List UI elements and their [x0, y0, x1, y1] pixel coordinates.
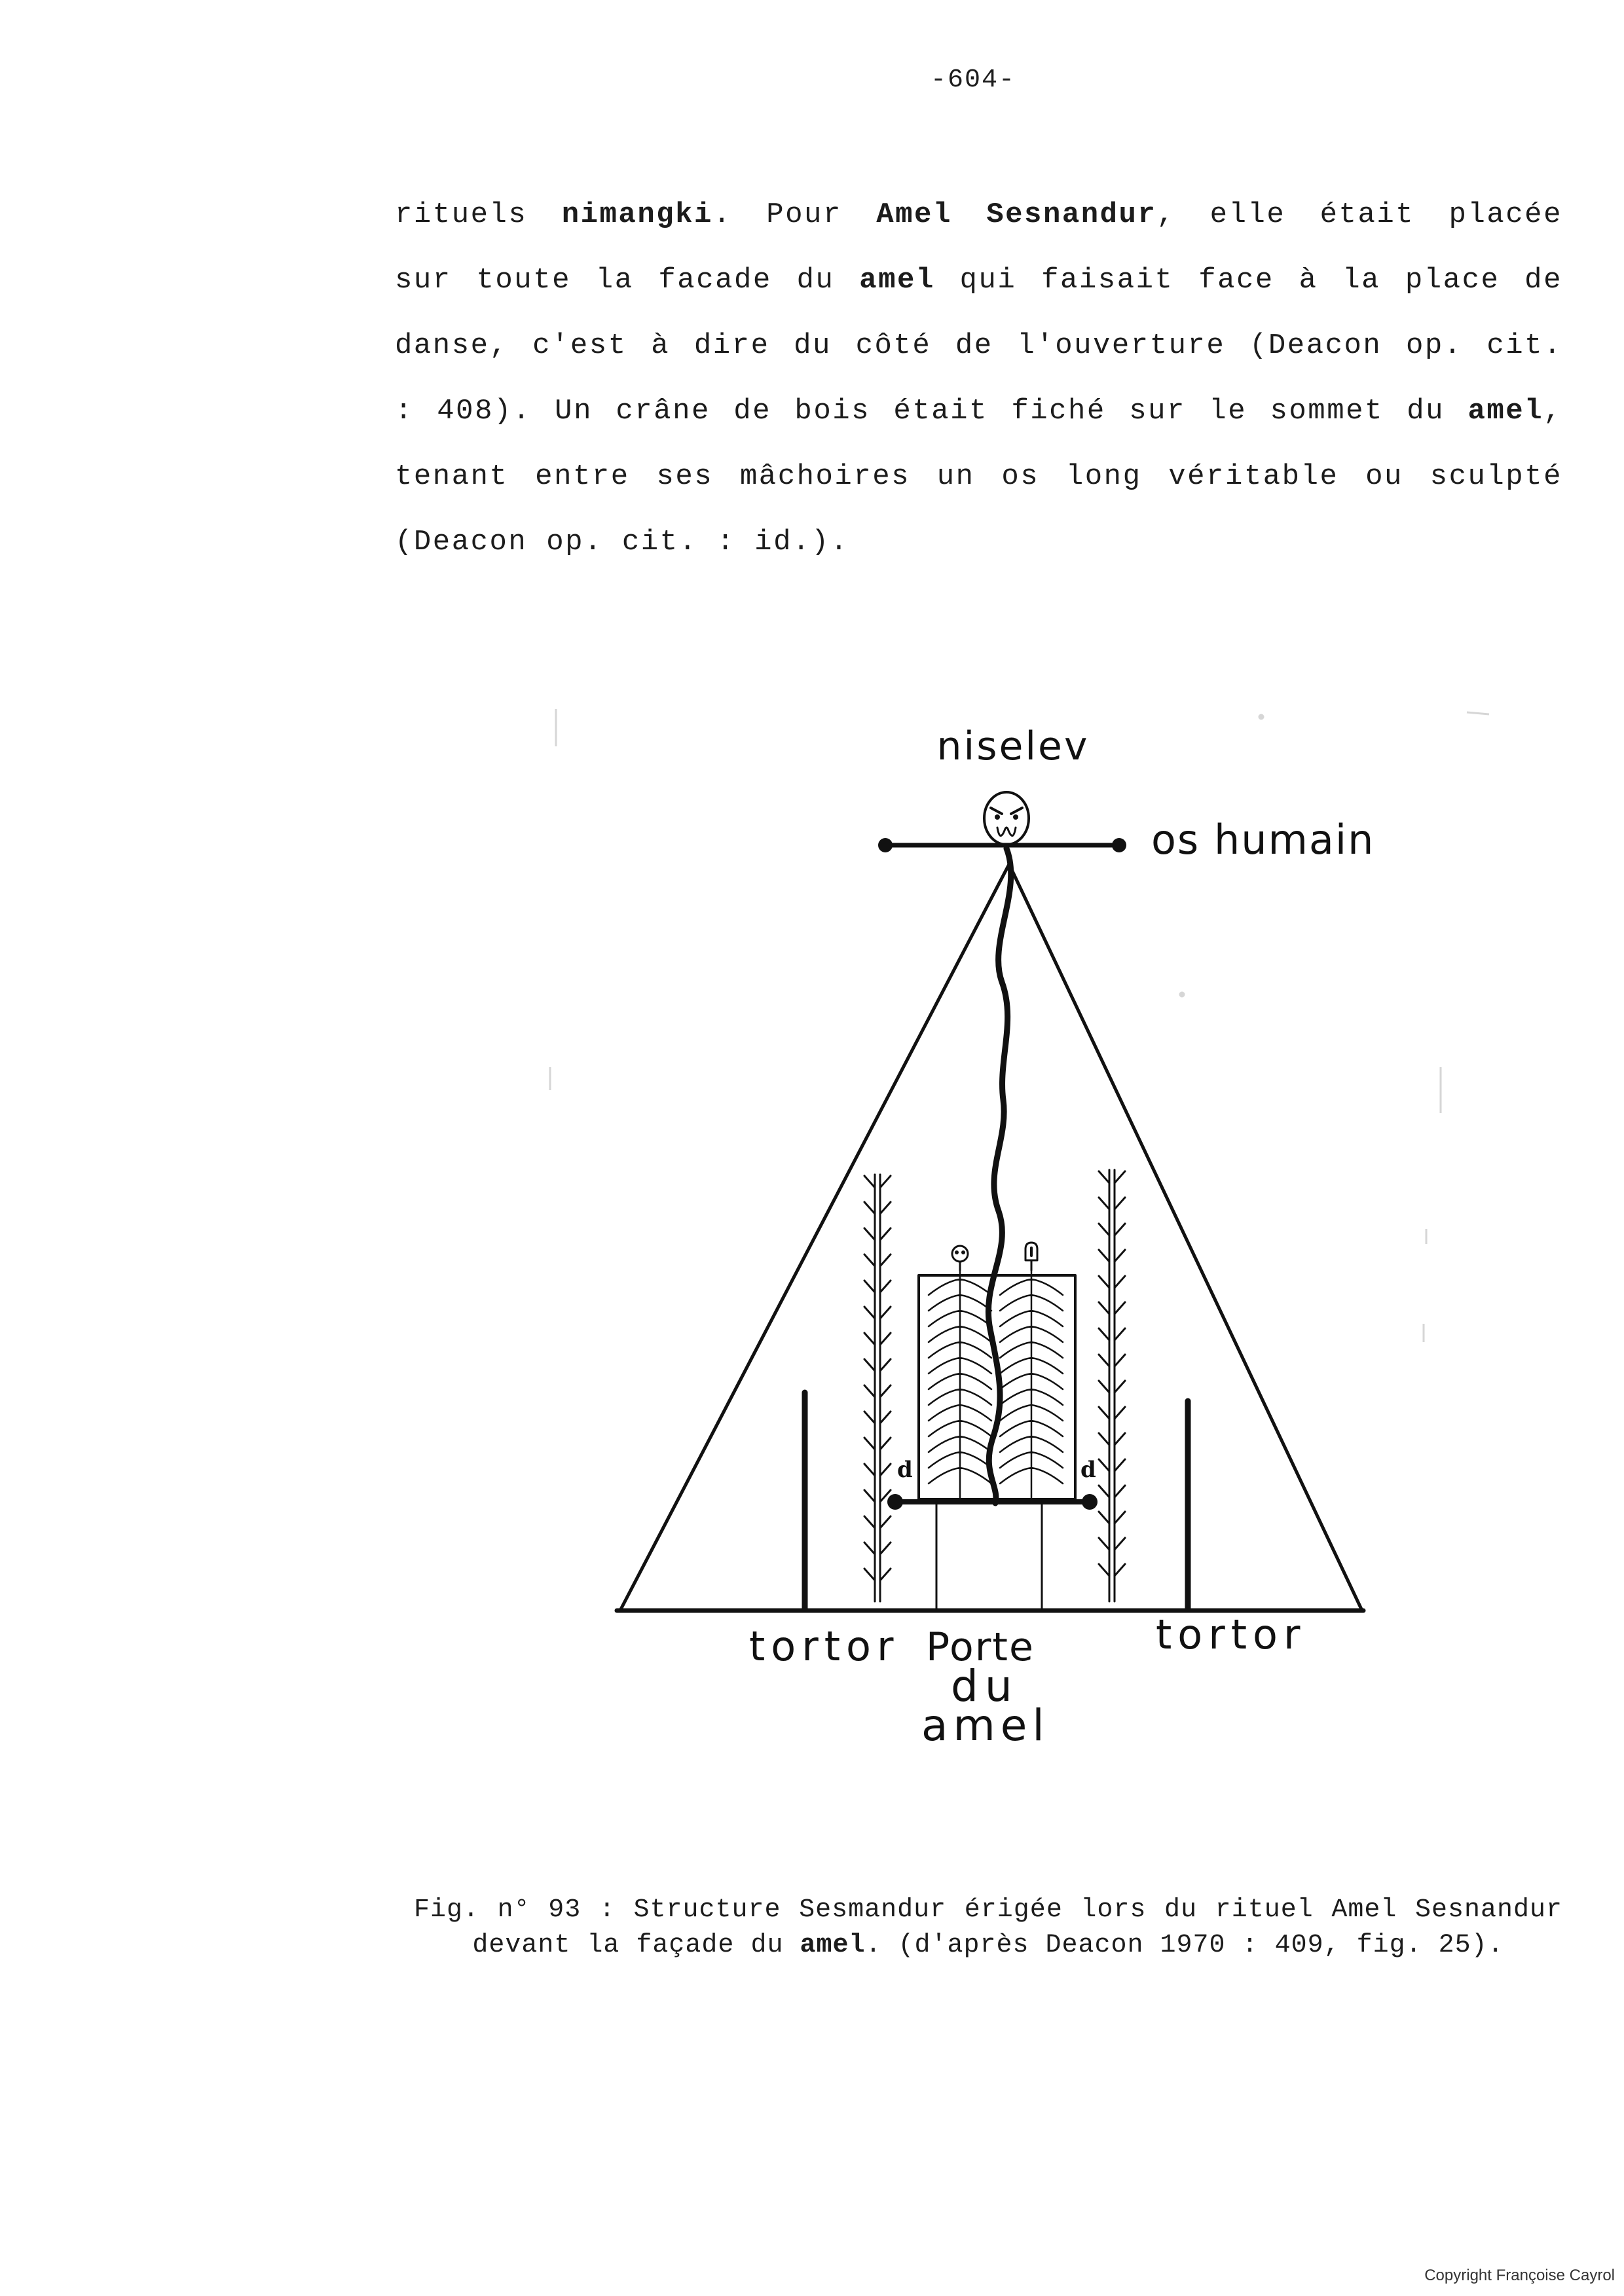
branch-pole-right — [1099, 1170, 1125, 1601]
body-line-4 — [395, 378, 1562, 444]
small-skull-head — [952, 1246, 968, 1262]
page-number: -604- — [930, 65, 1016, 95]
bone-end-right — [1112, 838, 1126, 852]
term-amel: amel — [800, 1931, 866, 1960]
label-d-right: d — [1080, 1457, 1096, 1483]
text-run: devant la façade du — [472, 1931, 800, 1960]
figure-caption — [414, 1893, 1562, 1963]
label-tortor-left: tortor — [749, 1622, 900, 1670]
small-skull-eye — [961, 1250, 965, 1254]
label-os-humain: os humain — [1151, 816, 1375, 864]
text-run: (Deacon op. cit. : id.). — [395, 526, 849, 558]
label-d-left: d — [897, 1457, 913, 1483]
label-amel: amel — [921, 1700, 1050, 1751]
skull-eye-left — [995, 814, 1000, 820]
text-run: : 408). Un crâne de bois était fiché sur le sommet du — [395, 395, 1468, 428]
caption-line-2 — [414, 1928, 1562, 1963]
branch-pole-left — [864, 1175, 891, 1601]
body-line-2 — [395, 247, 1562, 313]
text-run: qui faisait face à la place de — [934, 264, 1562, 297]
copyright-notice: Copyright Françoise Cayrol — [1424, 2267, 1615, 2284]
body-line-5 — [395, 444, 1562, 509]
text-run: . (d'après Deacon 1970 : 409, fig. 25). — [865, 1931, 1504, 1960]
scan-mark — [1180, 993, 1184, 996]
term-nimangki: nimangki — [561, 198, 713, 231]
label-porte: Porte — [926, 1624, 1035, 1670]
body-line-3 — [395, 313, 1562, 378]
text-run: tenant entre ses mâchoires un os long véritable ou sculpté — [395, 460, 1562, 493]
crossbar-end-right — [1082, 1494, 1098, 1510]
text-run: . Pour — [712, 198, 877, 231]
text-run: rituels — [395, 198, 562, 231]
label-tortor-right: tortor — [1156, 1611, 1306, 1658]
term-amel-sesnandur: Amel Sesnandur — [876, 198, 1157, 231]
wooden-skull — [984, 792, 1029, 845]
text-run: , elle était placée — [1156, 198, 1562, 231]
scan-mark — [1467, 712, 1489, 714]
body-paragraph — [395, 182, 1562, 575]
figure-structure-sesmandur — [537, 694, 1506, 1781]
text-run: danse, c'est à dire du côté de l'ouverture (Deacon op. cit. — [395, 329, 1562, 362]
small-head-icon — [1025, 1243, 1037, 1270]
label-du: du — [951, 1661, 1019, 1711]
body-line-1 — [395, 182, 1562, 247]
skull-head — [984, 792, 1029, 845]
text-run: sur toute la facade du — [395, 264, 860, 297]
small-skull-icon — [952, 1246, 968, 1270]
scan-mark — [1259, 715, 1263, 719]
text-run: , — [1543, 395, 1562, 428]
term-amel: amel — [1467, 395, 1544, 428]
label-niselev: niselev — [936, 723, 1090, 769]
small-skull-eye — [955, 1250, 959, 1254]
caption-line-1: Fig. n° 93 : Structure Sesmandur érigée lors du rituel Amel Sesnandur — [414, 1895, 1562, 1925]
term-amel: amel — [859, 264, 935, 297]
body-line-6 — [395, 509, 1562, 575]
skull-eye-right — [1013, 814, 1018, 820]
crossbar-end-left — [887, 1494, 903, 1510]
bone-end-left — [878, 838, 893, 852]
